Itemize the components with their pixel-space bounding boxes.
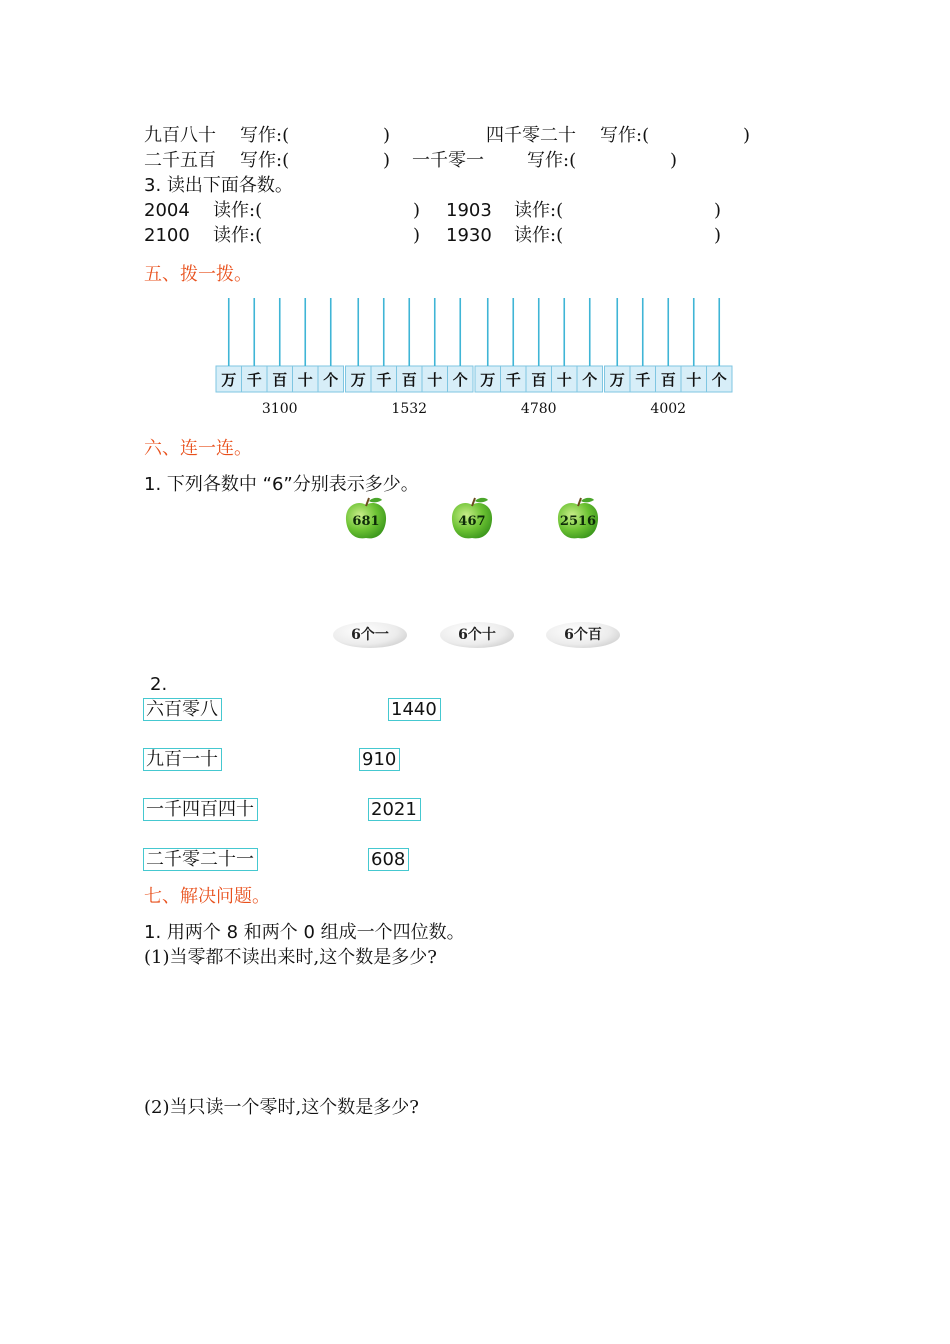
section-6-heading: 六、连一连。: [144, 438, 252, 459]
place-label: 个: [711, 371, 727, 389]
abacus-number: 3100: [261, 401, 298, 417]
question-part-2: (2)当只读一个零时,这个数是多少?: [144, 1097, 419, 1118]
answer-close-paren: ): [383, 125, 391, 146]
question-1-title: 1. 用两个 8 和两个 0 组成一个四位数。: [144, 922, 465, 943]
place-label: 个: [323, 371, 339, 389]
place-label: 千: [635, 371, 651, 389]
apple-467[interactable]: [449, 496, 495, 542]
abacus-unit[interactable]: [346, 298, 474, 417]
write-label: 写作:(: [240, 150, 290, 171]
write-label: 写作:(: [527, 150, 577, 171]
answer-ones[interactable]: [333, 622, 407, 648]
abacus-unit[interactable]: [216, 298, 344, 417]
read-label: 读作:(: [213, 200, 263, 221]
apple-number: 681: [352, 514, 380, 529]
abacus-number: 4002: [650, 401, 687, 417]
apple-2516[interactable]: [555, 496, 601, 542]
abacus-number: 1532: [391, 401, 428, 417]
apple-681[interactable]: [343, 496, 389, 542]
words-item: 四千零二十: [486, 125, 576, 146]
abacus-unit[interactable]: [475, 298, 603, 417]
read-label: 读作:(: [514, 225, 564, 246]
apple-number: 2516: [559, 514, 597, 529]
place-label: 个: [582, 371, 598, 389]
match-left-item[interactable]: 一千四百四十: [143, 798, 258, 821]
question-1-title: 1. 下列各数中 “6”分别表示多少。: [144, 474, 419, 495]
answer-close-paren: ): [670, 150, 678, 171]
place-label: 千: [376, 371, 392, 389]
read-label: 读作:(: [514, 200, 564, 221]
read-label: 读作:(: [213, 225, 263, 246]
answer-close-paren: ): [413, 200, 421, 221]
place-label: 百: [531, 371, 547, 389]
answer-close-paren: ): [743, 125, 751, 146]
place-label: 个: [452, 371, 468, 389]
place-label: 万: [480, 371, 496, 389]
abacus-figure: [210, 292, 740, 422]
words-item: 二千五百: [144, 150, 216, 171]
words-item: 一千零一: [412, 150, 484, 171]
match-right-item[interactable]: 2021: [368, 798, 421, 821]
answer-close-paren: ): [714, 225, 722, 246]
write-label: 写作:(: [240, 125, 290, 146]
match-right-item[interactable]: 1440: [388, 698, 441, 721]
place-label: 十: [297, 371, 313, 389]
place-label: 百: [272, 371, 288, 389]
number-item: 2004: [144, 200, 190, 221]
section-5-heading: 五、拨一拨。: [144, 264, 252, 285]
apple-number: 467: [458, 514, 486, 529]
match-left-item[interactable]: 二千零二十一: [143, 848, 258, 871]
match-left-item[interactable]: 九百一十: [143, 748, 222, 771]
question-2-title: 2.: [150, 674, 168, 695]
place-label: 十: [556, 371, 572, 389]
place-label: 万: [221, 371, 237, 389]
answer-close-paren: ): [714, 200, 722, 221]
abacus-unit[interactable]: [605, 298, 733, 417]
number-item: 1930: [446, 225, 492, 246]
place-label: 百: [401, 371, 417, 389]
answer-hundreds[interactable]: [546, 622, 620, 648]
match-right-item[interactable]: 910: [359, 748, 400, 771]
answer-label: 6个一: [351, 627, 389, 643]
abacus-number: 4780: [520, 401, 557, 417]
match-left-item[interactable]: 六百零八: [143, 698, 222, 721]
answer-label: 6个十: [458, 627, 496, 643]
place-label: 千: [246, 371, 262, 389]
question-part-1: (1)当零都不读出来时,这个数是多少?: [144, 947, 437, 968]
answer-close-paren: ): [413, 225, 421, 246]
answer-close-paren: ): [383, 150, 391, 171]
answer-tens[interactable]: [440, 622, 514, 648]
place-label: 十: [686, 371, 702, 389]
place-label: 万: [350, 371, 366, 389]
number-item: 2100: [144, 225, 190, 246]
section-7-heading: 七、解决问题。: [144, 886, 270, 907]
place-label: 百: [660, 371, 676, 389]
write-label: 写作:(: [600, 125, 650, 146]
place-label: 千: [505, 371, 521, 389]
words-item: 九百八十: [144, 125, 216, 146]
number-item: 1903: [446, 200, 492, 221]
match-right-item[interactable]: 608: [368, 848, 409, 871]
answer-label: 6个百: [564, 627, 602, 643]
place-label: 十: [427, 371, 443, 389]
place-label: 万: [609, 371, 625, 389]
question-3-title: 3. 读出下面各数。: [144, 175, 293, 196]
